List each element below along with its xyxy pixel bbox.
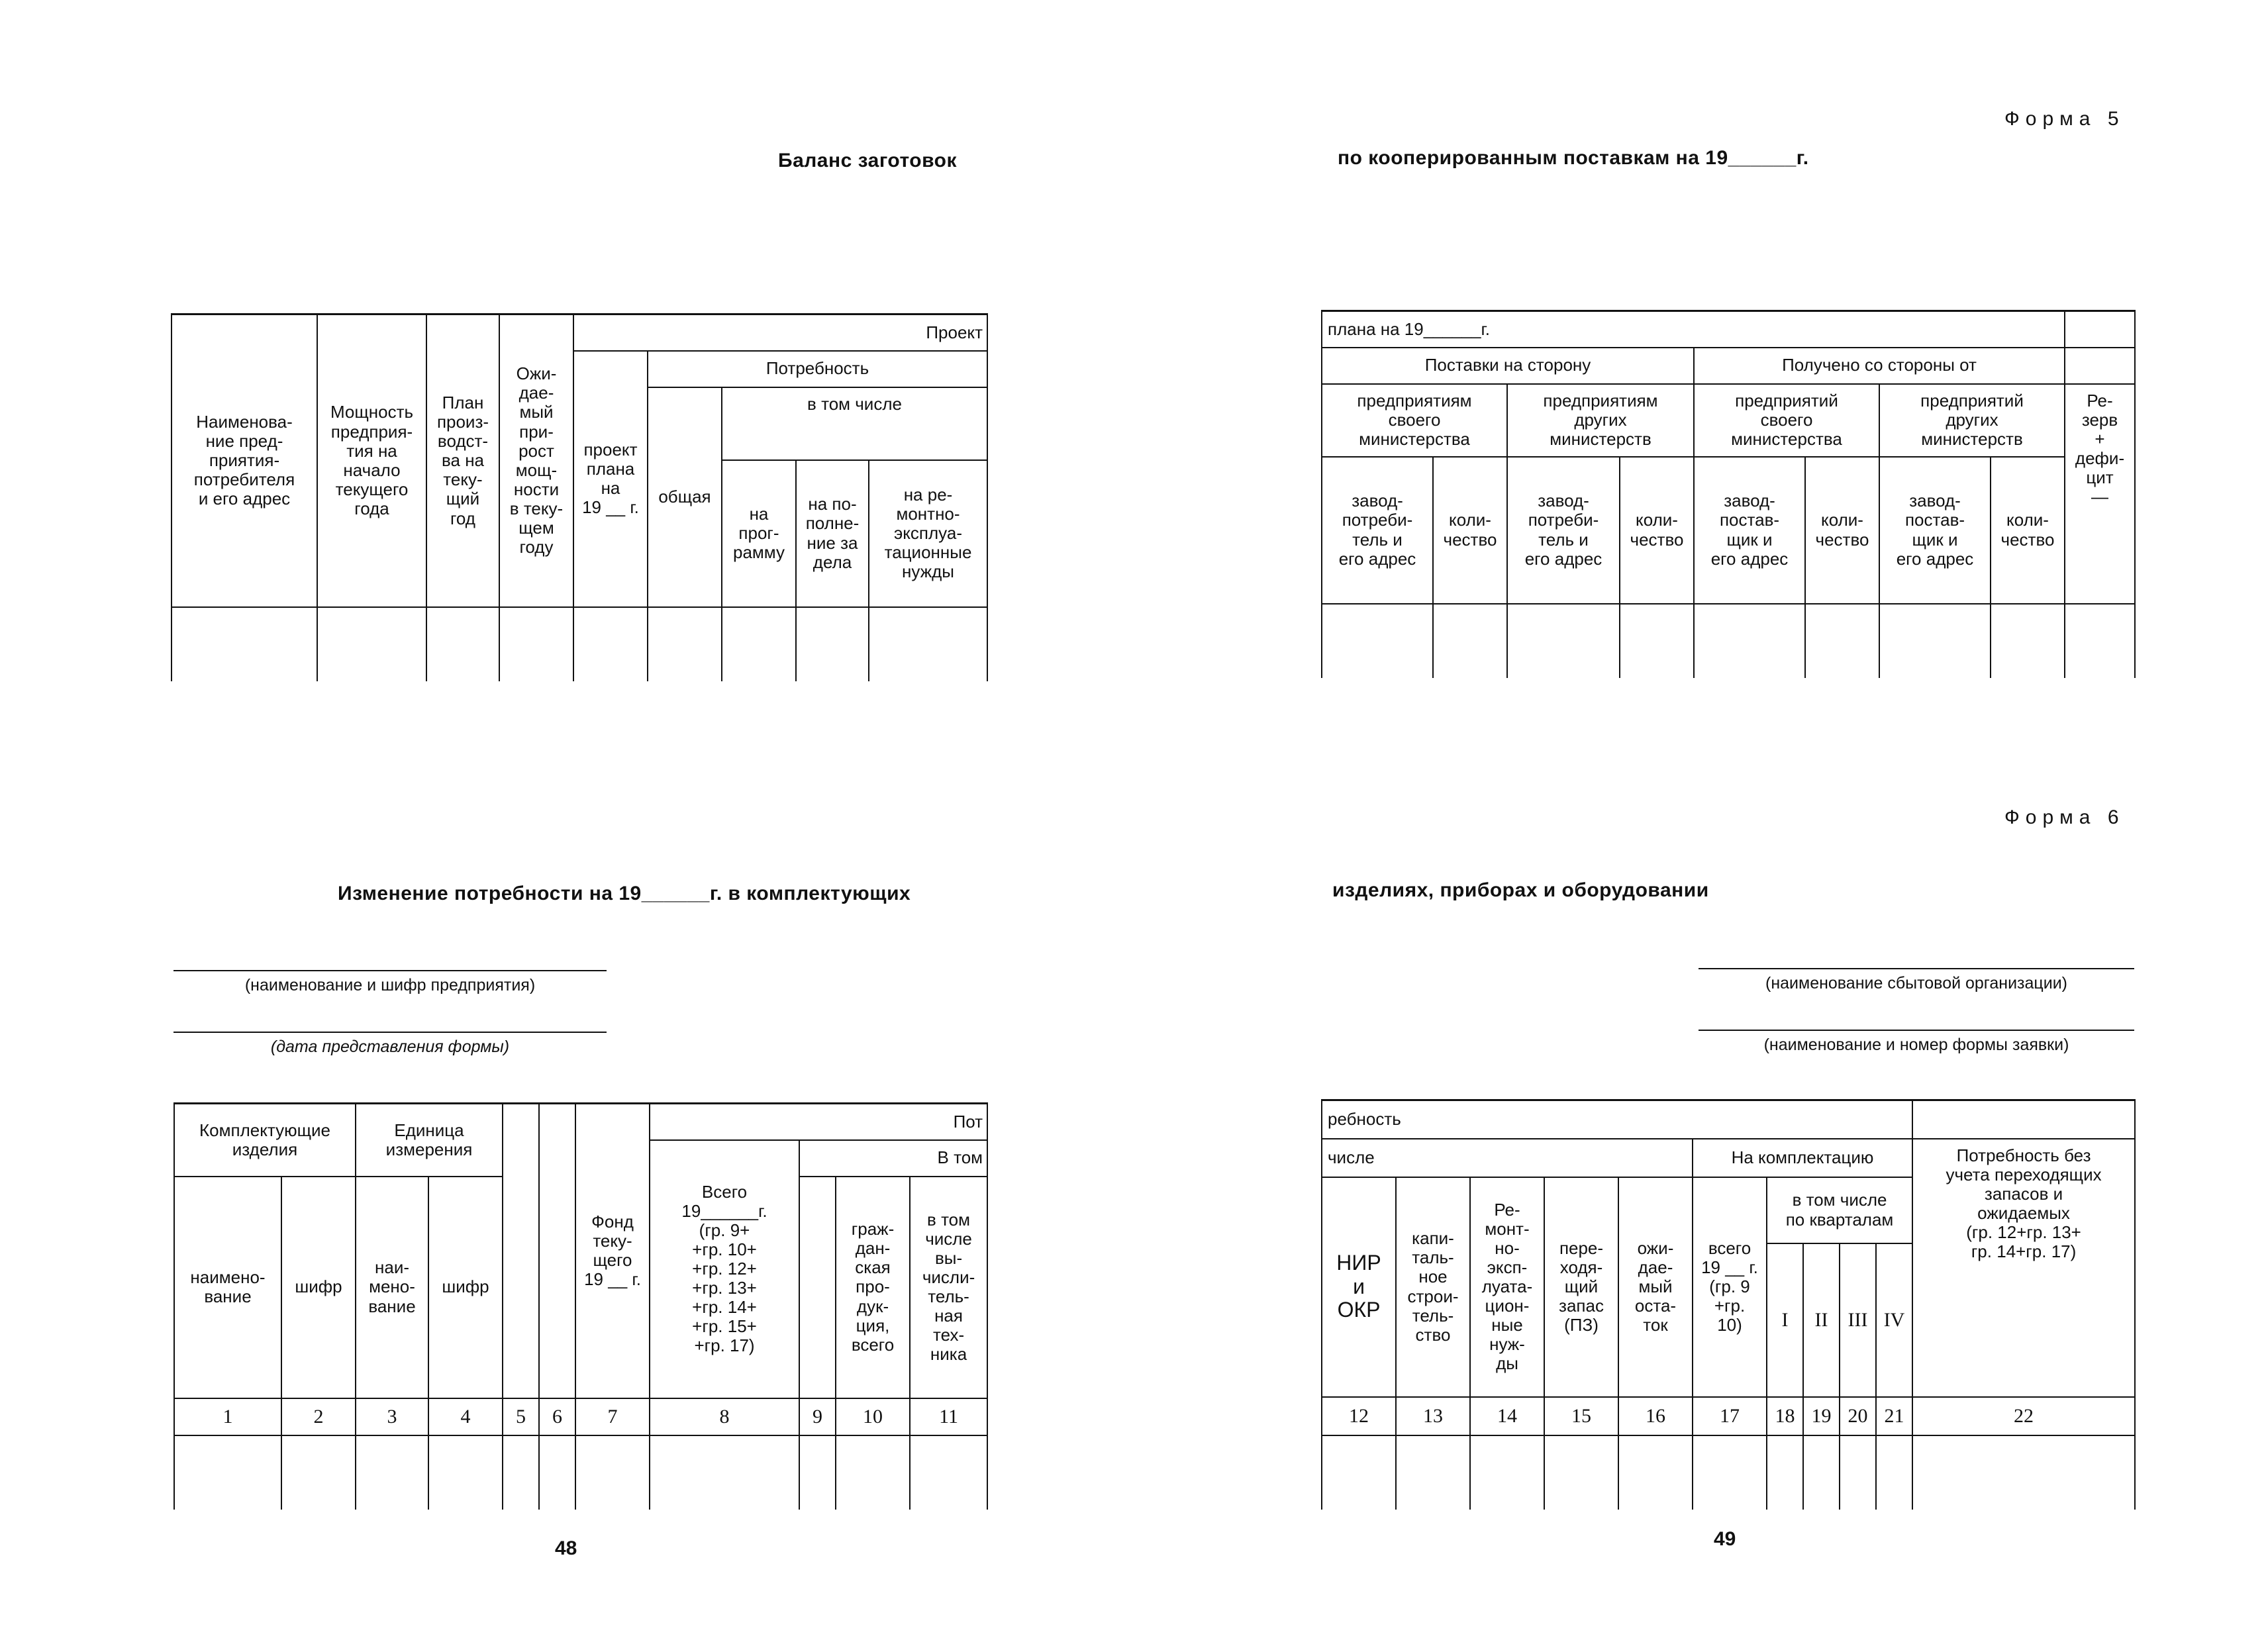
signature-line — [1699, 968, 2134, 969]
f6-col5-blank — [503, 1104, 539, 1398]
f5r-zavod-potr: завод- потреби- тель и его адрес — [1507, 457, 1620, 604]
col-number: 11 — [910, 1398, 987, 1435]
f6r-q4: IV — [1876, 1243, 1912, 1397]
f6r-vsego: всего 19 __ г. (гр. 9 +гр. 10) — [1693, 1177, 1767, 1397]
col-number: 18 — [1767, 1397, 1803, 1435]
f5-data-cell[interactable] — [172, 607, 317, 681]
f5-col-capacity-growth: Ожи- дае- мый при- рост мощ- ности в теку- щем году — [499, 314, 573, 607]
f6r-data-cell[interactable] — [1396, 1435, 1470, 1510]
f5r-kolichestvo: коли- чество — [1991, 457, 2065, 604]
form5-label: Форма 5 — [2004, 108, 2125, 130]
f6r-potr-bez: Потребность без учета переходящих запасов и ожидаемых (гр. 12+гр. 13+ гр. 14+гр. 17) — [1912, 1139, 2135, 1397]
col-number: 9 — [799, 1398, 836, 1435]
f5r-blank-2 — [2065, 348, 2135, 384]
f6r-data-cell[interactable] — [1693, 1435, 1767, 1510]
col-number: 22 — [1912, 1397, 2135, 1435]
f5-col-production-plan: План произ- водст- ва на теку- щий год — [426, 314, 499, 607]
left-form5-table — [171, 313, 988, 681]
f5-col-enterprise: Наименова- ние пред- приятия- потребителя и его адрес — [172, 314, 317, 607]
left-form6-title: Изменение потребности на 19______г. в комплектующих — [338, 883, 911, 904]
right-form6-table — [1321, 1099, 2136, 1510]
f5r-predpr-drugih: предприятий других министерств — [1879, 384, 2065, 457]
f6r-q2: II — [1803, 1243, 1840, 1397]
f6-data-cell[interactable] — [174, 1435, 281, 1510]
f6r-ozhid: ожи- дае- мый оста- ток — [1618, 1177, 1693, 1397]
f6-shifr: шифр — [281, 1177, 356, 1398]
f5r-data-cell[interactable] — [1433, 604, 1507, 678]
f5r-data-cell[interactable] — [1805, 604, 1879, 678]
f6-vych: в том числе вы- числи- тель- ная тех- ника — [910, 1177, 987, 1398]
f5-obshaya: общая — [648, 387, 722, 607]
f6r-top-blank — [1912, 1100, 2135, 1139]
f5-plan-col: проект плана на 19 __ г. — [573, 351, 648, 607]
f6r-chisle-header: числе — [1322, 1139, 1693, 1177]
f5r-data-cell[interactable] — [1694, 604, 1805, 678]
col-number: 12 — [1322, 1397, 1396, 1435]
col-number: 14 — [1470, 1397, 1544, 1435]
f5r-zavod-post: завод- постав- щик и его адрес — [1879, 457, 1991, 604]
f5r-data-cell[interactable] — [1879, 604, 1991, 678]
f6r-remont: Ре- монт- но- эксп- луата- цион- ные нуж- ды — [1470, 1177, 1544, 1397]
col-number: 6 — [539, 1398, 575, 1435]
signature-line — [1699, 1030, 2134, 1031]
f6r-data-cell[interactable] — [1876, 1435, 1912, 1510]
caption-org: (наименование сбытовой организации) — [1765, 974, 2067, 992]
f5r-zavod-post: завод- постав- щик и его адрес — [1694, 457, 1805, 604]
f6r-q1: I — [1767, 1243, 1803, 1397]
f6r-data-cell[interactable] — [1767, 1435, 1803, 1510]
col-number: 13 — [1396, 1397, 1470, 1435]
f5r-kolichestvo: коли- чество — [1433, 457, 1507, 604]
f6r-po-kvartalam: в том числе по кварталам — [1767, 1177, 1912, 1243]
f6-naimenovanie-2: наи- мено- вание — [356, 1177, 428, 1398]
f6-naimenovanie: наимено- вание — [174, 1177, 281, 1398]
f5r-polucheno-header: Получено со стороны от — [1694, 348, 2065, 384]
f6r-data-cell[interactable] — [1803, 1435, 1840, 1510]
f6-data-cell[interactable] — [281, 1435, 356, 1510]
col-number: 7 — [575, 1398, 650, 1435]
form6-label: Форма 6 — [2004, 806, 2125, 828]
f5-potrebnost-header: Потребность — [648, 351, 987, 387]
f5r-predpr-svoego: предприятий своего министерства — [1694, 384, 1879, 457]
left-form5-title: Баланс заготовок — [778, 150, 958, 171]
f6-fond: Фонд теку- щего 19 __ г. — [575, 1104, 650, 1398]
f6-shifr-2: шифр — [428, 1177, 503, 1398]
right-form6-title: изделиях, приборах и оборудовании — [1332, 879, 1709, 901]
f6r-data-cell[interactable] — [1912, 1435, 2135, 1510]
f6-pot-header: Пот — [650, 1104, 987, 1140]
f5r-data-cell[interactable] — [1322, 604, 1433, 678]
f5r-rezerv: Ре- зерв + дефи- цит — — [2065, 384, 2135, 604]
f6-edinica-header: Единица измерения — [356, 1104, 503, 1177]
caption-date: (дата представления формы) — [270, 1038, 510, 1056]
f6-vsego: Всего 19______г. (гр. 9+ +гр. 10+ +гр. 12+ +гр. 13+ +гр. 14+ +гр. 15+ +гр. 17) — [650, 1140, 799, 1398]
col-number: 15 — [1544, 1397, 1618, 1435]
f6r-data-cell[interactable] — [1322, 1435, 1396, 1510]
f5-data-cell[interactable] — [426, 607, 499, 681]
right-form5-title: по кооперированным поставкам на 19______г. — [1338, 147, 1809, 169]
f6-data-cell[interactable] — [503, 1435, 539, 1510]
f5r-data-cell[interactable] — [1991, 604, 2065, 678]
f5-data-cell[interactable] — [648, 607, 722, 681]
f6-data-cell[interactable] — [539, 1435, 575, 1510]
col-number: 20 — [1840, 1397, 1876, 1435]
f6-data-cell[interactable] — [650, 1435, 799, 1510]
f6r-rebnost-header: ребность — [1322, 1100, 1912, 1139]
col-number: 10 — [836, 1398, 910, 1435]
f5r-pred-svoego: предприятиям своего министерства — [1322, 384, 1507, 457]
f5r-data-cell[interactable] — [1507, 604, 1620, 678]
f6-data-cell[interactable] — [356, 1435, 428, 1510]
f6-col6-blank — [539, 1104, 575, 1398]
f5-na-remont: на ре- монтно- эксплуа- тационные нужды — [869, 460, 987, 607]
col-number: 17 — [1693, 1397, 1767, 1435]
f5r-kolichestvo: коли- чество — [1805, 457, 1879, 604]
f5r-postavki-header: Поставки на сторону — [1322, 348, 1694, 384]
f6r-kapit: капи- таль- ное строи- тель- ство — [1396, 1177, 1470, 1397]
col-number: 1 — [174, 1398, 281, 1435]
f5-data-cell[interactable] — [499, 607, 573, 681]
right-form5-table — [1321, 310, 2136, 678]
signature-line — [173, 970, 607, 971]
f5-data-cell[interactable] — [722, 607, 796, 681]
f6r-na-komplektaciyu: На комплектацию — [1693, 1139, 1912, 1177]
f6-data-cell[interactable] — [428, 1435, 503, 1510]
col-number: 21 — [1876, 1397, 1912, 1435]
f5-data-cell[interactable] — [573, 607, 648, 681]
col-number: 19 — [1803, 1397, 1840, 1435]
f5-na-programmu: на прог- рамму — [722, 460, 796, 607]
f6-col9-blank — [799, 1177, 836, 1398]
f5-col-capacity: Мощность предприя- тия на начало текущего года — [317, 314, 426, 607]
col-number: 3 — [356, 1398, 428, 1435]
f5-proekt-header: Проект — [573, 314, 987, 351]
f6r-q3: III — [1840, 1243, 1876, 1397]
col-number: 4 — [428, 1398, 503, 1435]
col-number: 5 — [503, 1398, 539, 1435]
f6-data-cell[interactable] — [910, 1435, 987, 1510]
f5r-data-cell[interactable] — [2065, 604, 2135, 678]
f6-data-cell[interactable] — [799, 1435, 836, 1510]
f6r-data-cell[interactable] — [1618, 1435, 1693, 1510]
f5-data-cell[interactable] — [796, 607, 869, 681]
signature-line — [173, 1032, 607, 1033]
f5-v-tom-chisle: в том числе — [722, 387, 987, 460]
f6-data-cell[interactable] — [575, 1435, 650, 1510]
page-number-left: 48 — [555, 1537, 577, 1559]
col-number: 16 — [1618, 1397, 1693, 1435]
f5-na-popolnenie: на по- полне- ние за дела — [796, 460, 869, 607]
f5r-top-right-blank — [2065, 311, 2135, 348]
f6-komplekt-header: Комплектующие изделия — [174, 1104, 356, 1177]
f6r-data-cell[interactable] — [1840, 1435, 1876, 1510]
page-number-right: 49 — [1714, 1528, 1736, 1550]
f5r-data-cell[interactable] — [1620, 604, 1694, 678]
f6-v-tom-header: В том — [799, 1140, 987, 1177]
col-number: 2 — [281, 1398, 356, 1435]
f6-data-cell[interactable] — [836, 1435, 910, 1510]
f6r-perehod: пере- ходя- щий запас (ПЗ) — [1544, 1177, 1618, 1397]
f5r-zavod-potr: завод- потреби- тель и его адрес — [1322, 457, 1433, 604]
f6r-data-cell[interactable] — [1470, 1435, 1544, 1510]
f5r-kolichestvo: коли- чество — [1620, 457, 1694, 604]
left-form6-table — [173, 1102, 988, 1510]
f6r-nir: НИР и ОКР — [1322, 1177, 1396, 1397]
f6r-data-cell[interactable] — [1544, 1435, 1618, 1510]
f5-data-cell[interactable] — [317, 607, 426, 681]
f5-data-cell[interactable] — [869, 607, 987, 681]
f5r-plana-header: плана на 19______г. — [1322, 311, 2065, 348]
f6-grazhd: граж- дан- ская про- дук- ция, всего — [836, 1177, 910, 1398]
col-number: 8 — [650, 1398, 799, 1435]
caption-enterprise: (наименование и шифр предприятия) — [244, 976, 536, 994]
caption-form: (наименование и номер формы заявки) — [1763, 1036, 2069, 1054]
f5r-pred-drugih: предприятиям других министерств — [1507, 384, 1694, 457]
